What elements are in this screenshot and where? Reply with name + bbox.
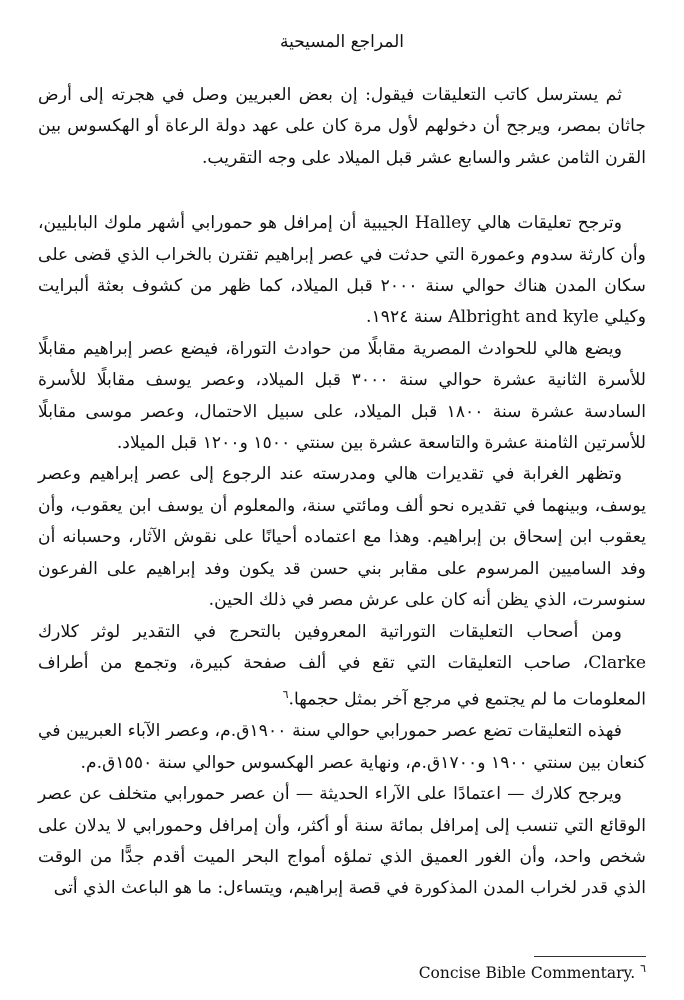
paragraph: وترجح تعليقات هالي Halley الجيبية أن إمرافل هو حمورابي أشهر ملوك البابليين، وأن كارثة سدوم وعمورة التي حدثت في عصر إبراهيم تقترن بالخراب الذي قضى على سكان المدن هناك حوالي سنة ٢٠٠٠ قبل الميلاد، كما ظهر من كشوف بعثة ألبرايت وكيلي Albright and kyle سنة ١٩٢٤.: [38, 213, 646, 328]
body-text: [38, 80, 646, 905]
footnote-reference: ٦: [282, 688, 289, 702]
running-header: المراجع المسيحية: [279, 32, 405, 52]
paragraph: فهذه التعليقات تضع عصر حمورابي حوالي سنة ١٩٠٠ق.م، وعصر الآباء العبريين في كنعان بين سنتي ١٩٠٠ و١٧٠٠ق.م، ونهاية عصر الهكسوس حوالي سنة ١٥٥٠ق.م.: [38, 721, 646, 773]
paragraph: ويضع هالي للحوادث المصرية مقابلًا من حوادث التوراة، فيضع عصر إبراهيم مقابلًا للأسرة الثانية عشرة حوالي سنة ٣٠٠٠ قبل الميلاد، وعصر يوسف مقابلًا للأسرة السادسة عشرة سنة ١٨٠٠ قبل الميلاد، على سبيل الاحتمال، وعصر موسى مقابلًا للأسرتين الثامنة عشرة والتاسعة عشرة بين سنتي ١٥٠٠ و١٢٠٠ قبل الميلاد.: [38, 338, 647, 454]
footnote-number: ٦: [640, 962, 646, 975]
footnote-text: Concise Bible Commentary.: [418, 964, 636, 983]
paragraph-text: ومن أصحاب التعليقات التوراتية المعروفين بالتحرج في التقدير لوثر كلارك Clarke، صاحب التعليقات التي تقع في ألف صفحة كبيرة، وتجمع من أطراف المعلومات ما لم يجتمع في مرجع آخر بمثل حجمها.: [38, 621, 646, 711]
paragraph: [38, 617, 646, 717]
paragraph: وتظهر الغرابة في تقديرات هالي ومدرسته عند الرجوع إلى عصر إبراهيم وعصر يوسف، وبينهما في تقديره نحو ألف ومائتي سنة، والمعلوم أن يوسف ابن يعقوب، وأن يعقوب ابن إسحاق بن إبراهيم. وهذا مع اعتماده أحيانًا على نقوش الآثار، وحسبانه أن وفد الساميين المرسوم على مقابر بني حسن قد يكون وفد إبراهيم على الفرعون سنوسرت، الذي يظن أنه كان على عرش مصر في ذلك الحين.: [38, 464, 646, 611]
footnote: [38, 962, 646, 982]
footnote-divider: [534, 956, 646, 957]
paragraph: ثم يسترسل كاتب التعليقات فيقول: إن بعض العبريين وصل في هجرته إلى أرض جاثان بمصر، ويرجح أن دخولهم لأول مرة كان على عهد دولة الرعاة أو الهكسوس بين القرن الثامن عشر والسابع عشر قبل الميلاد على وجه التقريب.: [38, 85, 646, 168]
paragraph: ويرجح كلارك — اعتمادًا على الآراء الحديثة — أن عصر حمورابي متخلف عن عصر الوقائع التي تنسب إلى إمرافل بمائة سنة أو أكثر، وأن إمرافل وحمورابي لا يدلان على شخص واحد، وأن الغور العميق الذي تملؤه أمواج البحر الميت أقدم جدًّا من الوقت الذي قدر لخراب المدن المذكورة في قصة إبراهيم، ويتساءل: ما هو الباعث الذي أتى: [38, 784, 646, 899]
